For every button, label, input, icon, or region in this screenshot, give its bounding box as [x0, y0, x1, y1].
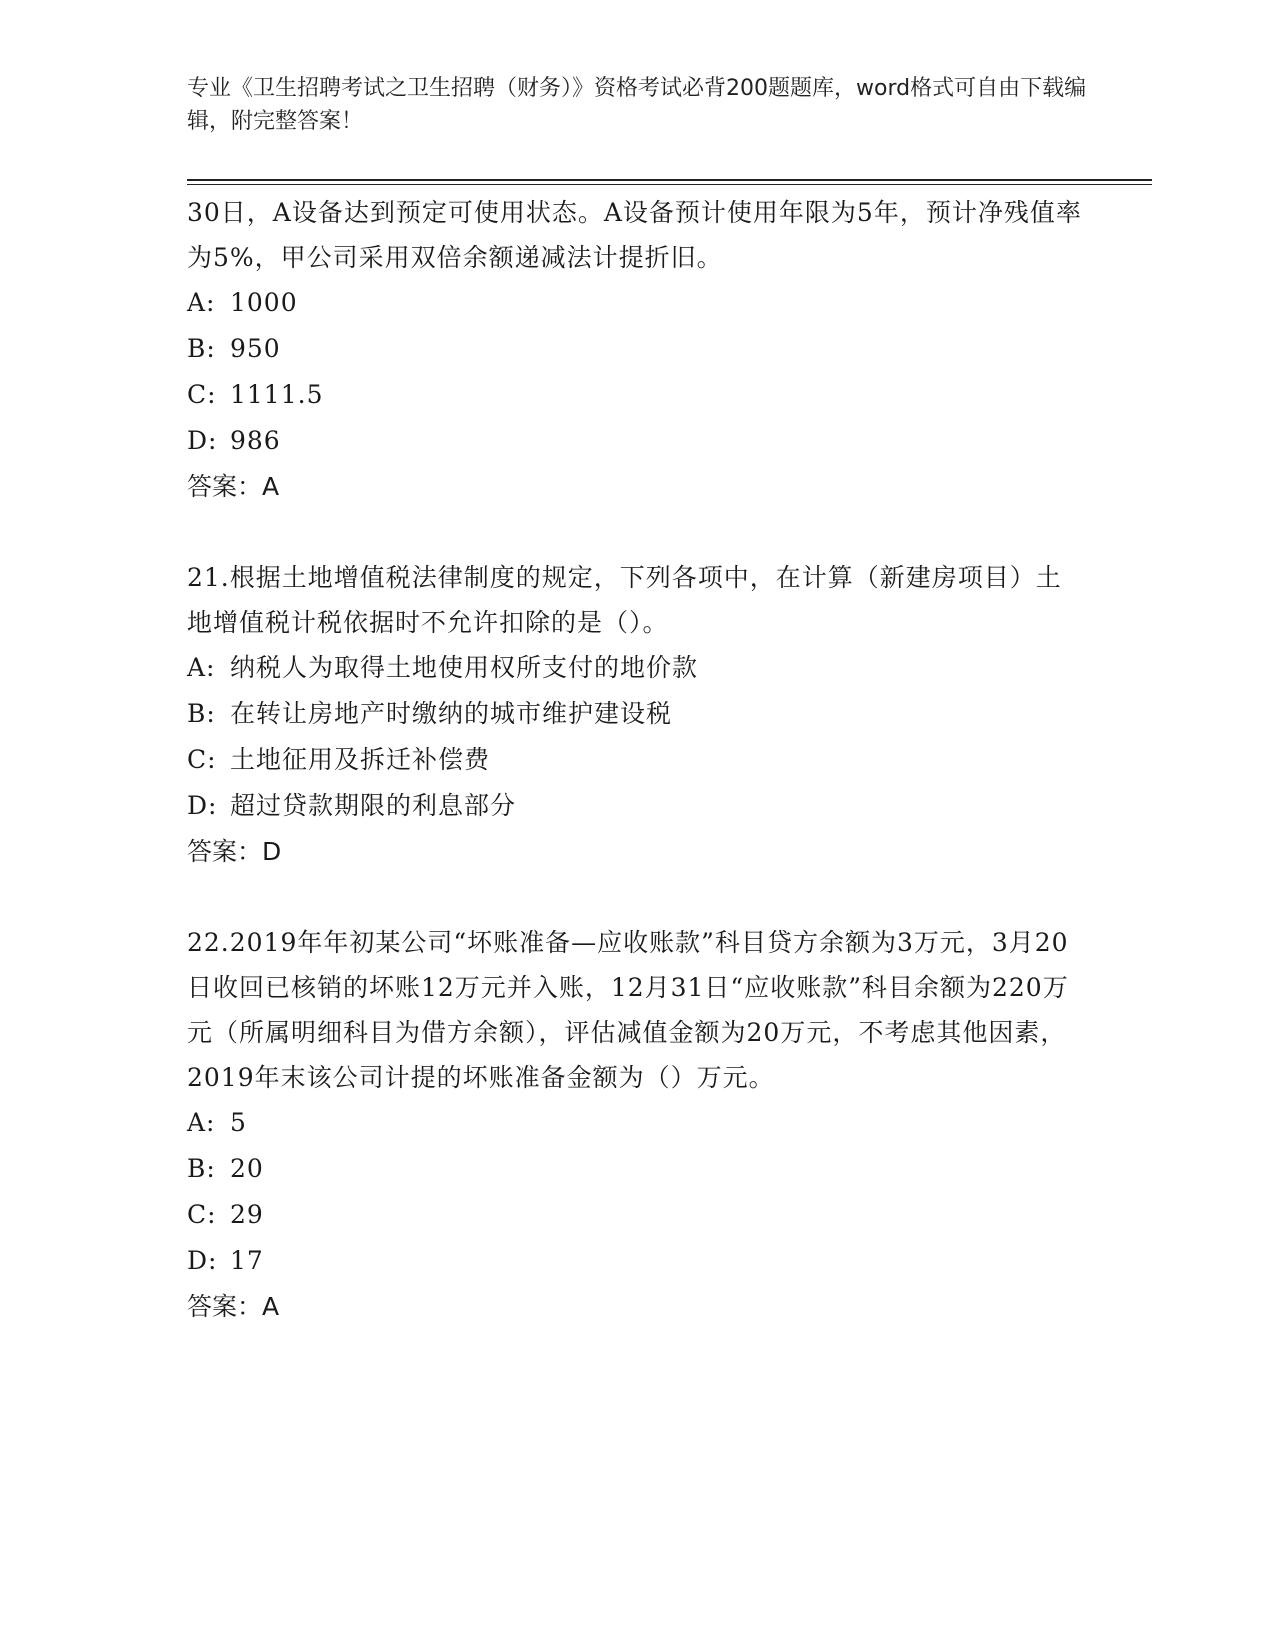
option-value: 29: [230, 1200, 264, 1229]
question-text: 30日，A设备达到预定可使用状态。A设备预计使用年限为5年，预计净残值率为5%，甲公司采用双倍余额递减法计提折旧。: [187, 198, 1082, 272]
option-key: D:: [187, 426, 218, 455]
option-value: 17: [230, 1246, 264, 1275]
option-a: [187, 645, 1087, 691]
header-rule-thick: [187, 179, 1152, 181]
option-d: [187, 783, 1087, 829]
question-block: [187, 190, 1087, 510]
option-value: 5: [230, 1108, 247, 1137]
option-d: [187, 418, 1087, 464]
option-value: 土地征用及拆迁补偿费: [230, 745, 491, 774]
option-key: C:: [187, 1200, 217, 1229]
option-key: B:: [187, 334, 216, 363]
answer-line: 答案：D: [187, 837, 282, 866]
option-value: 986: [230, 426, 281, 455]
option-value: 纳税人为取得土地使用权所支付的地价款: [230, 653, 699, 682]
option-key: D:: [187, 1246, 218, 1275]
option-c: [187, 737, 1087, 783]
header-rule-thin: [187, 184, 1152, 185]
option-key: A:: [187, 288, 216, 317]
option-value: 20: [230, 1154, 264, 1183]
option-b: [187, 326, 1087, 372]
option-value: 950: [230, 334, 281, 363]
option-c: [187, 1192, 1087, 1238]
option-a: [187, 280, 1087, 326]
option-key: B:: [187, 1154, 216, 1183]
option-a: [187, 1100, 1087, 1146]
option-key: C:: [187, 380, 217, 409]
option-c: [187, 372, 1087, 418]
option-b: [187, 1146, 1087, 1192]
option-key: A:: [187, 1108, 216, 1137]
option-value: 在转让房地产时缴纳的城市维护建设税: [230, 699, 673, 728]
option-key: B:: [187, 699, 216, 728]
option-key: A:: [187, 653, 216, 682]
option-key: D:: [187, 791, 218, 820]
question-text: 22.2019年年初某公司“坏账准备—应收账款”科目贷方余额为3万元，3月20日收回已核销的坏账12万元并入账，12月31日“应收账款”科目余额为220万元（所属明细科目为借方余额），评估减值金额为20万元，不考虑其他因素，2019年末该公司计提的坏账准备金额为（）万元。: [187, 928, 1069, 1092]
spacer: [187, 510, 1087, 555]
question-text: 21.根据土地增值税法律制度的规定，下列各项中，在计算（新建房项目）土地增值税计税依据时不允许扣除的是（）。: [187, 563, 1062, 637]
question-list: [187, 190, 1087, 1330]
option-value: 1000: [230, 288, 298, 317]
document-header: 专业《卫生招聘考试之卫生招聘（财务）》资格考试必背200题题库，word格式可自由下载编辑，附完整答案！: [187, 76, 1087, 134]
option-d: [187, 1238, 1087, 1284]
answer-line: 答案：A: [187, 472, 280, 501]
option-value: 超过贷款期限的利息部分: [230, 791, 517, 820]
option-value: 1111.5: [230, 380, 324, 409]
question-block: [187, 555, 1087, 875]
answer-line: 答案：A: [187, 1292, 280, 1321]
question-block: [187, 920, 1087, 1330]
option-key: C:: [187, 745, 217, 774]
option-b: [187, 691, 1087, 737]
spacer: [187, 875, 1087, 920]
